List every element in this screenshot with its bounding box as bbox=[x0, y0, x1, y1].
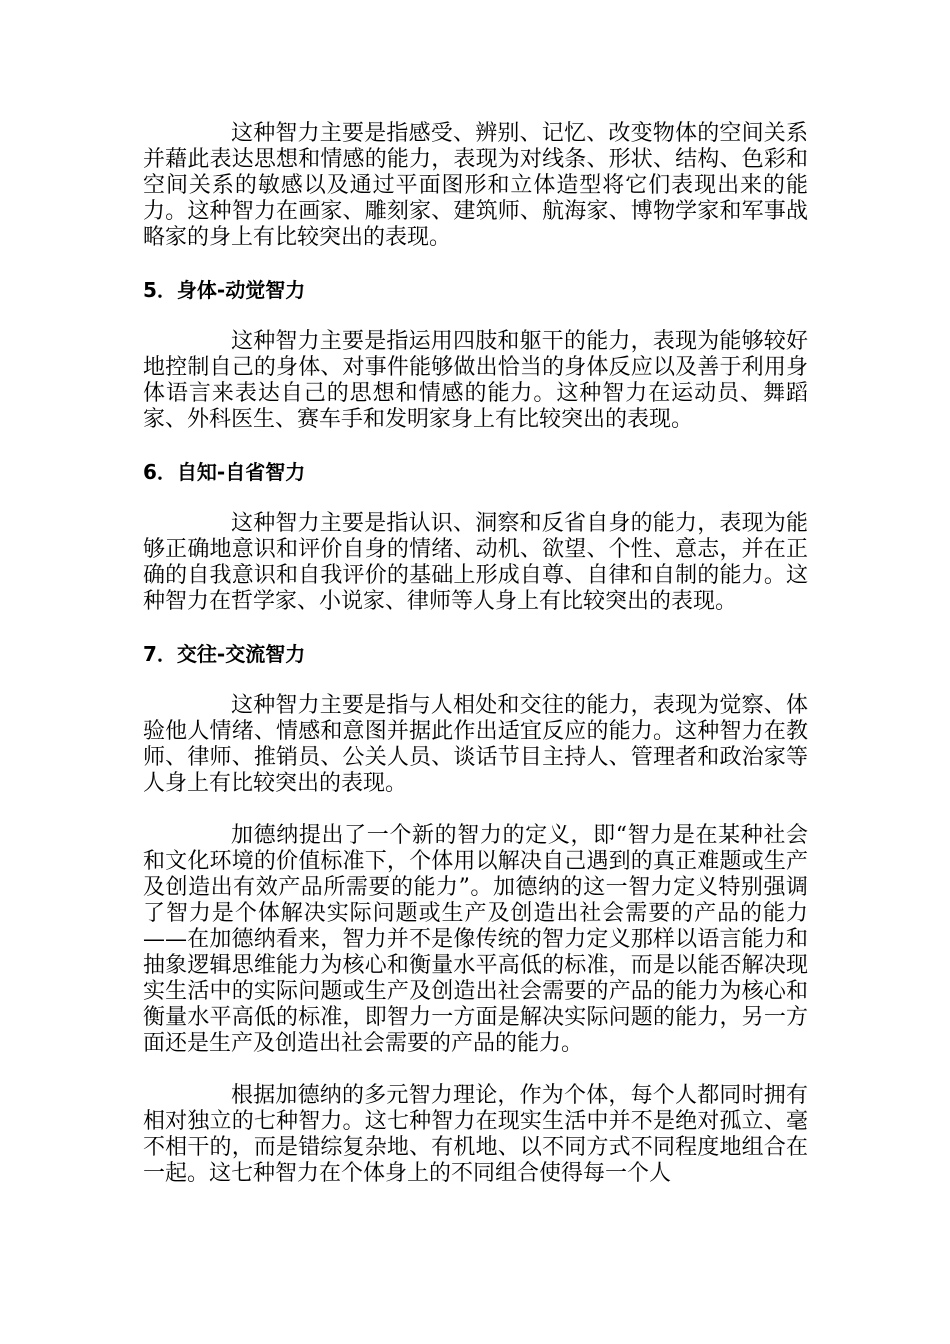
heading-intrapersonal: 6．自知-自省智力 bbox=[143, 460, 306, 484]
document-page bbox=[143, 121, 808, 1187]
paragraph-spatial-intelligence: 这种智力主要是指感受、辨别、记忆、改变物体的空间关系并藉此表达思想和情感的能力，表现为对线条、形状、结构、色彩和空间关系的敏感以及通过平面图形和立体造型将它们表现出来的能力。这种智力在画家、雕刻家、建筑师、航海家、博物学家和军事战略家的身上有比较突出的表现。 bbox=[143, 121, 808, 250]
heading-interpersonal: 7．交往-交流智力 bbox=[143, 642, 306, 666]
paragraph-bodily-kinesthetic: 这种智力主要是指运用四肢和躯干的能力，表现为能够较好地控制自己的身体、对事件能够做出恰当的身体反应以及善于利用身体语言来表达自己的思想和情感的能力。这种智力在运动员、舞蹈家、外科医生、赛车手和发明家身上有比较突出的表现。 bbox=[143, 329, 808, 432]
paragraph-multiple-intelligences: 根据加德纳的多元智力理论，作为个体，每个人都同时拥有相对独立的七种智力。这七种智力在现实生活中并不是绝对孤立、毫不相干的，而是错综复杂地、有机地、以不同方式不同程度地组合在一起。这七种智力在个体身上的不同组合使得每一个人 bbox=[143, 1083, 808, 1186]
heading-bodily-kinesthetic: 5．身体-动觉智力 bbox=[143, 278, 306, 302]
paragraph-intrapersonal: 这种智力主要是指认识、洞察和反省自身的能力，表现为能够正确地意识和评价自身的情绪、动机、欲望、个性、意志，并在正确的自我意识和自我评价的基础上形成自尊、自律和自制的能力。这种智力在哲学家、小说家、律师等人身上有比较突出的表现。 bbox=[143, 511, 808, 614]
paragraph-interpersonal: 这种智力主要是指与人相处和交往的能力，表现为觉察、体验他人情绪、情感和意图并据此作出适宜反应的能力。这种智力在教师、律师、推销员、公关人员、谈话节目主持人、管理者和政治家等人身上有比较突出的表现。 bbox=[143, 693, 808, 796]
paragraph-intelligence-definition: 加德纳提出了一个新的智力的定义，即“智力是在某种社会和文化环境的价值标准下，个体用以解决自己遇到的真正难题或生产及创造出有效产品所需要的能力”。加德纳的这一智力定义特别强调了智力是个体解决实际问题或生产及创造出社会需要的产品的能力——在加德纳看来，智力并不是像传统的智力定义那样以语言能力和抽象逻辑思维能力为核心和衡量水平高低的标准，而是以能否解决现实生活中的实际问题或生产及创造出社会需要的产品的能力为核心和衡量水平高低的标准，即智力一方面是解决实际问题的能力，另一方面还是生产及创造出社会需要的产品的能力。 bbox=[143, 823, 808, 1056]
